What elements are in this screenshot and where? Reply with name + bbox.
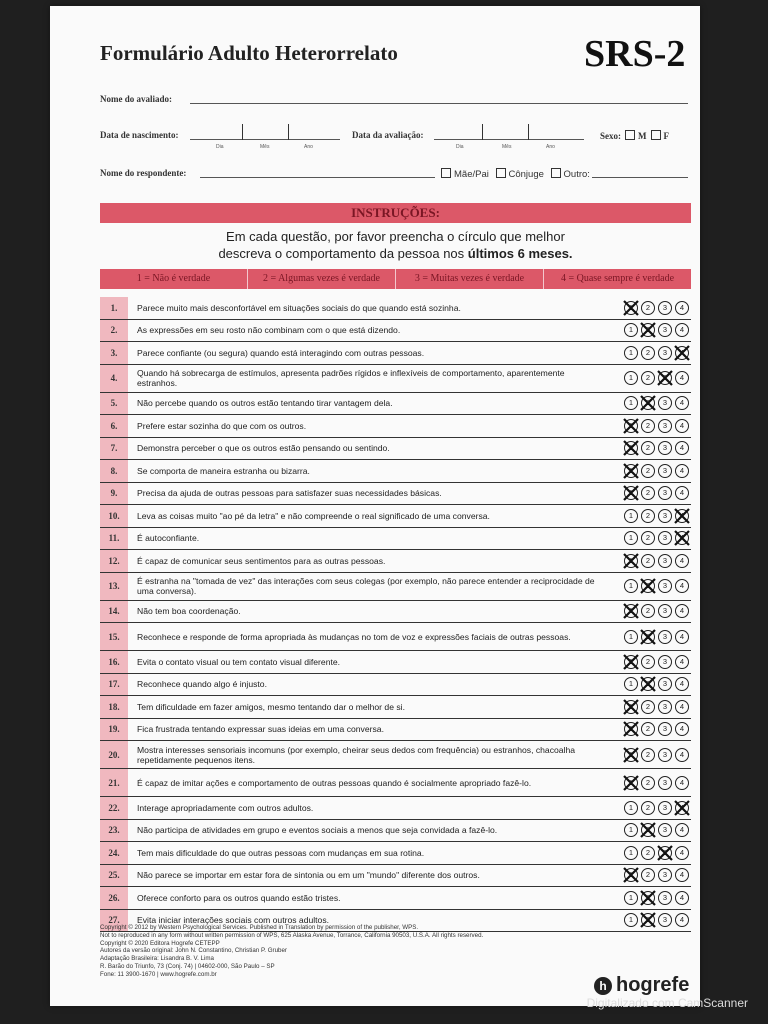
footer-line: R. Barão do Triunfo, 73 (Conj. 74) | 04602-000, São Paulo – SP bbox=[100, 962, 275, 970]
answer-option-4[interactable]: 4 bbox=[675, 913, 689, 927]
answer-option-4[interactable]: 4 bbox=[675, 677, 689, 691]
answer-option-3[interactable]: 3 bbox=[658, 722, 672, 736]
answer-option-2[interactable]: 2 bbox=[641, 464, 655, 478]
question-row bbox=[100, 550, 691, 573]
hogrefe-logo bbox=[594, 974, 689, 997]
question-number: 10. bbox=[100, 505, 128, 527]
name-line[interactable] bbox=[190, 103, 688, 104]
day-caption: Dia bbox=[456, 144, 464, 150]
question-number: 4. bbox=[100, 365, 128, 392]
answer-option-1[interactable]: 1 bbox=[624, 579, 638, 593]
question-text: Prefere estar sozinha do que com os outros. bbox=[137, 420, 307, 431]
cross-mark-icon bbox=[622, 866, 640, 884]
scale-3: 3 = Muitas vezes é verdade bbox=[396, 269, 544, 289]
answer-option-2[interactable]: 2 bbox=[641, 486, 655, 500]
footer-line: Adaptação Brasileira: Lisandra B. V. Lima bbox=[100, 955, 214, 963]
answer-option-4[interactable]: 4 bbox=[675, 630, 689, 644]
answer-option-2[interactable]: 2 bbox=[641, 801, 655, 815]
birth-date-line[interactable] bbox=[190, 139, 340, 140]
answer-options bbox=[624, 887, 689, 909]
question-row bbox=[100, 887, 691, 910]
answer-options bbox=[624, 297, 689, 319]
question-text: É capaz de imitar ações e comportamento de outras pessoas quando é socialmente apropriado fazê-lo. bbox=[137, 777, 532, 788]
answer-option-3[interactable]: 3 bbox=[658, 301, 672, 315]
answer-option-1[interactable]: 1 bbox=[624, 891, 638, 905]
answer-option-4[interactable]: 4 bbox=[675, 801, 689, 815]
question-row bbox=[100, 365, 691, 393]
question-list bbox=[100, 297, 691, 932]
answer-options bbox=[624, 797, 689, 819]
question-number: 9. bbox=[100, 483, 128, 505]
question-row bbox=[100, 865, 691, 888]
cross-mark-icon bbox=[622, 417, 640, 435]
answer-option-2[interactable]: 2 bbox=[641, 419, 655, 433]
answer-option-3[interactable]: 3 bbox=[658, 823, 672, 837]
question-row bbox=[100, 573, 691, 601]
question-text: Demonstra perceber o que os outros estão pensando ou sentindo. bbox=[137, 443, 390, 454]
answer-option-4[interactable]: 4 bbox=[675, 441, 689, 455]
cross-mark-icon bbox=[639, 821, 657, 839]
sex-m-label: M bbox=[638, 131, 647, 141]
question-text: Evita iniciar interações sociais com outros adultos. bbox=[137, 915, 330, 926]
birth-label: Data de nascimento: bbox=[100, 130, 179, 140]
cross-mark-icon bbox=[622, 484, 640, 502]
cross-mark-icon bbox=[622, 602, 640, 620]
answer-options bbox=[624, 573, 689, 600]
answer-option-2[interactable]: 2 bbox=[641, 700, 655, 714]
question-text: Parece muito mais desconfortável em situações sociais do que quando está sozinha. bbox=[137, 302, 461, 313]
question-number: 17. bbox=[100, 674, 128, 696]
question-number: 23. bbox=[100, 820, 128, 842]
question-text: Fica frustrada tentando expressar suas ideias em uma conversa. bbox=[137, 724, 384, 735]
question-text: Evita o contato visual ou tem contato visual diferente. bbox=[137, 656, 341, 667]
question-number: 13. bbox=[100, 573, 128, 600]
answer-options bbox=[624, 719, 689, 741]
answer-option-2[interactable]: 2 bbox=[641, 441, 655, 455]
answer-option-1[interactable]: 1 bbox=[624, 722, 638, 736]
form-sheet bbox=[50, 6, 700, 1006]
answer-option-1[interactable]: 1 bbox=[624, 554, 638, 568]
cross-mark-icon bbox=[656, 844, 674, 862]
question-row bbox=[100, 601, 691, 624]
footer-line: Copyright © 2012 by Western Psychological Services. Published in Translation by permission of the publisher, WPS. bbox=[100, 924, 419, 931]
answer-option-4[interactable]: 4 bbox=[675, 722, 689, 736]
question-text: Tem dificuldade em fazer amigos, mesmo tentando dar o melhor de si. bbox=[137, 701, 405, 712]
form-code: SRS-2 bbox=[584, 33, 686, 75]
answer-option-2[interactable]: 2 bbox=[641, 891, 655, 905]
question-text: Se comporta de maneira estranha ou bizarra. bbox=[137, 465, 310, 476]
answer-options bbox=[624, 910, 689, 932]
answer-options bbox=[624, 483, 689, 505]
cross-mark-icon bbox=[622, 462, 640, 480]
cross-mark-icon bbox=[673, 799, 691, 817]
cross-mark-icon bbox=[622, 698, 640, 716]
answer-option-2[interactable]: 2 bbox=[641, 554, 655, 568]
answer-option-3[interactable]: 3 bbox=[658, 655, 672, 669]
question-number: 25. bbox=[100, 865, 128, 887]
answer-option-4[interactable]: 4 bbox=[675, 554, 689, 568]
answer-option-1[interactable]: 1 bbox=[624, 301, 638, 315]
answer-option-3[interactable]: 3 bbox=[658, 579, 672, 593]
question-text: Reconhece quando algo é injusto. bbox=[137, 679, 267, 690]
answer-option-4[interactable]: 4 bbox=[675, 301, 689, 315]
answer-option-1[interactable]: 1 bbox=[624, 846, 638, 860]
answer-option-1[interactable]: 1 bbox=[624, 346, 638, 360]
answer-option-1[interactable]: 1 bbox=[624, 801, 638, 815]
other-label: Outro: bbox=[563, 169, 590, 180]
answer-options bbox=[624, 460, 689, 482]
answer-option-4[interactable]: 4 bbox=[675, 396, 689, 410]
divider bbox=[288, 124, 289, 140]
question-text: Reconhece e responde de forma apropriada às mudanças no tom de voz e expressões faciais de outras pessoas. bbox=[137, 631, 571, 642]
answer-options bbox=[624, 651, 689, 673]
question-row bbox=[100, 719, 691, 742]
question-row bbox=[100, 415, 691, 438]
question-row bbox=[100, 438, 691, 461]
cross-mark-icon bbox=[673, 507, 691, 525]
instructions-line-2 bbox=[100, 245, 691, 262]
question-number: 18. bbox=[100, 696, 128, 718]
answer-option-1[interactable]: 1 bbox=[624, 371, 638, 385]
answer-options bbox=[624, 769, 689, 796]
instructions-text bbox=[100, 228, 691, 262]
instructions-emphasis: últimos 6 meses. bbox=[467, 246, 573, 261]
answer-option-3[interactable]: 3 bbox=[658, 419, 672, 433]
cross-mark-icon bbox=[639, 577, 657, 595]
instructions-heading: INSTRUÇÕES: bbox=[100, 203, 691, 223]
answer-option-4[interactable]: 4 bbox=[675, 579, 689, 593]
answer-option-4[interactable]: 4 bbox=[675, 776, 689, 790]
sex-field bbox=[600, 130, 669, 141]
answer-option-3[interactable]: 3 bbox=[658, 748, 672, 762]
answer-option-2[interactable]: 2 bbox=[641, 655, 655, 669]
scale-4: 4 = Quase sempre é verdade bbox=[560, 273, 675, 284]
answer-option-3[interactable]: 3 bbox=[658, 846, 672, 860]
question-row bbox=[100, 769, 691, 797]
divider bbox=[242, 124, 243, 140]
answer-option-2[interactable]: 2 bbox=[641, 531, 655, 545]
instructions-line-2-text: descreva o comportamento da pessoa nos bbox=[218, 246, 468, 261]
answer-option-2[interactable]: 2 bbox=[641, 509, 655, 523]
question-number: 24. bbox=[100, 842, 128, 864]
answer-option-3[interactable]: 3 bbox=[658, 868, 672, 882]
cross-mark-icon bbox=[622, 439, 640, 457]
cross-mark-icon bbox=[656, 369, 674, 387]
question-number: 3. bbox=[100, 342, 128, 364]
answer-option-4[interactable]: 4 bbox=[675, 486, 689, 500]
answer-option-2[interactable]: 2 bbox=[641, 846, 655, 860]
question-row bbox=[100, 483, 691, 506]
answer-option-2[interactable]: 2 bbox=[641, 722, 655, 736]
question-text: Parece confiante (ou segura) quando está interagindo com outras pessoas. bbox=[137, 347, 425, 358]
answer-options bbox=[624, 320, 689, 342]
answer-option-4[interactable]: 4 bbox=[675, 700, 689, 714]
answer-option-3[interactable]: 3 bbox=[658, 801, 672, 815]
answer-option-1[interactable]: 1 bbox=[624, 913, 638, 927]
answer-option-1[interactable]: 1 bbox=[624, 509, 638, 523]
question-number: 14. bbox=[100, 601, 128, 623]
question-number: 20. bbox=[100, 741, 128, 768]
answer-option-2[interactable]: 2 bbox=[641, 776, 655, 790]
answer-options bbox=[624, 674, 689, 696]
answer-option-1[interactable]: 1 bbox=[624, 464, 638, 478]
question-text: É capaz de comunicar seus sentimentos para as outras pessoas. bbox=[137, 555, 386, 566]
answer-options bbox=[624, 741, 689, 768]
rating-scale bbox=[100, 269, 691, 289]
answer-option-1[interactable]: 1 bbox=[624, 823, 638, 837]
answer-option-1[interactable]: 1 bbox=[624, 776, 638, 790]
parent-label: Mãe/Pai bbox=[454, 169, 489, 180]
answer-options bbox=[624, 623, 689, 650]
question-row bbox=[100, 297, 691, 320]
answer-options bbox=[624, 505, 689, 527]
month-caption: Mês bbox=[502, 144, 512, 150]
question-row bbox=[100, 505, 691, 528]
answer-option-2[interactable]: 2 bbox=[641, 868, 655, 882]
answer-option-3[interactable]: 3 bbox=[658, 700, 672, 714]
question-row bbox=[100, 696, 691, 719]
question-number: 8. bbox=[100, 460, 128, 482]
sex-f-label: F bbox=[663, 131, 669, 141]
answer-option-4[interactable]: 4 bbox=[675, 323, 689, 337]
answer-options bbox=[624, 438, 689, 460]
answer-option-4[interactable]: 4 bbox=[675, 748, 689, 762]
answer-options bbox=[624, 820, 689, 842]
question-row bbox=[100, 820, 691, 843]
answer-option-3[interactable]: 3 bbox=[658, 677, 672, 691]
question-row bbox=[100, 342, 691, 365]
question-text: Mostra interesses sensoriais incomuns (por exemplo, cheirar seus dedos com frequência) ou estranhos, chacoalha repetidamente pequenos itens. bbox=[137, 744, 576, 765]
answer-option-4[interactable]: 4 bbox=[675, 891, 689, 905]
month-caption: Mês bbox=[260, 144, 270, 150]
answer-options bbox=[624, 696, 689, 718]
year-caption: Ano bbox=[304, 144, 313, 150]
question-text: Não tem boa coordenação. bbox=[137, 606, 241, 617]
answer-option-1[interactable]: 1 bbox=[624, 419, 638, 433]
answer-option-1[interactable]: 1 bbox=[624, 655, 638, 669]
question-row bbox=[100, 674, 691, 697]
question-number: 5. bbox=[100, 393, 128, 415]
answer-option-4[interactable]: 4 bbox=[675, 419, 689, 433]
footer-line: Not to reproduced in any form without written permission of WPS, 625 Alaska Avenue, Torrance, California 90503, U.S.A. All rights reserved. bbox=[100, 931, 484, 939]
answer-options bbox=[624, 528, 689, 550]
divider bbox=[528, 124, 529, 140]
question-text: Não participa de atividades em grupo e eventos sociais a menos que seja convidada a fazê-lo. bbox=[137, 825, 498, 836]
sex-m-checkbox[interactable] bbox=[625, 130, 635, 140]
answer-option-3[interactable]: 3 bbox=[658, 776, 672, 790]
hogrefe-logo-text: hogrefe bbox=[616, 974, 690, 996]
answer-option-4[interactable]: 4 bbox=[675, 604, 689, 618]
cross-mark-icon bbox=[673, 344, 691, 362]
year-caption: Ano bbox=[546, 144, 555, 150]
answer-option-1[interactable]: 1 bbox=[624, 486, 638, 500]
question-number: 27. bbox=[100, 910, 128, 932]
answer-options bbox=[624, 865, 689, 887]
hogrefe-logo-icon: h bbox=[594, 977, 612, 995]
question-text: Oferece conforto para os outros quando estão tristes. bbox=[137, 892, 341, 903]
answer-options bbox=[624, 365, 689, 392]
question-number: 21. bbox=[100, 769, 128, 796]
respondent-label: Nome do respondente: bbox=[100, 168, 187, 178]
answer-option-1[interactable]: 1 bbox=[624, 604, 638, 618]
answer-option-3[interactable]: 3 bbox=[658, 554, 672, 568]
answer-option-1[interactable]: 1 bbox=[624, 700, 638, 714]
cross-mark-icon bbox=[622, 552, 640, 570]
answer-option-3[interactable]: 3 bbox=[658, 531, 672, 545]
answer-option-1[interactable]: 1 bbox=[624, 868, 638, 882]
answer-options bbox=[624, 415, 689, 437]
answer-option-3[interactable]: 3 bbox=[658, 604, 672, 618]
answer-option-4[interactable]: 4 bbox=[675, 846, 689, 860]
question-text: Tem mais dificuldade do que outras pessoas com mudanças em sua rotina. bbox=[137, 847, 425, 858]
answer-option-4[interactable]: 4 bbox=[675, 868, 689, 882]
cross-mark-icon bbox=[639, 321, 657, 339]
cross-mark-icon bbox=[622, 774, 640, 792]
cross-mark-icon bbox=[639, 675, 657, 693]
question-number: 19. bbox=[100, 719, 128, 741]
scale-1: 1 = Não é verdade bbox=[100, 269, 248, 289]
answer-option-1[interactable]: 1 bbox=[624, 677, 638, 691]
answer-option-4[interactable]: 4 bbox=[675, 464, 689, 478]
camscanner-watermark: Digitalizado com CamScanner bbox=[586, 996, 748, 1010]
question-number: 6. bbox=[100, 415, 128, 437]
question-text: Precisa da ajuda de outras pessoas para satisfazer suas necessidades básicas. bbox=[137, 488, 442, 499]
footer-line: Copyright © 2020 Editora Hogrefe CETEPP bbox=[100, 939, 220, 947]
answer-option-1[interactable]: 1 bbox=[624, 630, 638, 644]
answer-option-4[interactable]: 4 bbox=[675, 346, 689, 360]
question-number: 26. bbox=[100, 887, 128, 909]
answer-option-2[interactable]: 2 bbox=[641, 604, 655, 618]
answer-option-4[interactable]: 4 bbox=[675, 823, 689, 837]
answer-option-3[interactable]: 3 bbox=[658, 509, 672, 523]
answer-option-3[interactable]: 3 bbox=[658, 630, 672, 644]
answer-option-2[interactable]: 2 bbox=[641, 913, 655, 927]
question-row bbox=[100, 623, 691, 651]
scale-2: 2 = Algumas vezes é verdade bbox=[248, 269, 396, 289]
answer-option-4[interactable]: 4 bbox=[675, 531, 689, 545]
cross-mark-icon bbox=[639, 911, 657, 929]
instructions-line-1: Em cada questão, por favor preencha o círculo que melhor bbox=[226, 229, 565, 244]
answer-option-3[interactable]: 3 bbox=[658, 441, 672, 455]
spouse-checkbox[interactable] bbox=[496, 168, 506, 178]
question-text: Interage apropriadamente com outros adultos. bbox=[137, 802, 314, 813]
question-row bbox=[100, 528, 691, 551]
cross-mark-icon bbox=[622, 720, 640, 738]
footer-line: Autores da versão original: John N. Constantino, Christian P. Gruber bbox=[100, 947, 287, 955]
answer-option-3[interactable]: 3 bbox=[658, 371, 672, 385]
answer-options bbox=[624, 550, 689, 572]
question-number: 15. bbox=[100, 623, 128, 650]
footer-line: Fone: 11 3900-1670 | www.hogrefe.com.br bbox=[100, 970, 217, 978]
answer-option-2[interactable]: 2 bbox=[641, 579, 655, 593]
answer-option-3[interactable]: 3 bbox=[658, 323, 672, 337]
answer-option-1[interactable]: 1 bbox=[624, 441, 638, 455]
cross-mark-icon bbox=[622, 653, 640, 671]
answer-option-2[interactable]: 2 bbox=[641, 301, 655, 315]
parent-checkbox[interactable] bbox=[441, 168, 451, 178]
answer-option-3[interactable]: 3 bbox=[658, 913, 672, 927]
cross-mark-icon bbox=[622, 299, 640, 317]
question-number: 2. bbox=[100, 320, 128, 342]
name-label: Nome do avaliado: bbox=[100, 94, 172, 104]
question-row bbox=[100, 320, 691, 343]
sex-label: Sexo: bbox=[600, 131, 621, 141]
question-text: As expressões em seu rosto não combinam com o que está dizendo. bbox=[137, 325, 401, 336]
answer-option-2[interactable]: 2 bbox=[641, 396, 655, 410]
answer-option-3[interactable]: 3 bbox=[658, 346, 672, 360]
day-caption: Dia bbox=[216, 144, 224, 150]
cross-mark-icon bbox=[639, 628, 657, 646]
cross-mark-icon bbox=[639, 889, 657, 907]
question-number: 16. bbox=[100, 651, 128, 673]
answer-options bbox=[624, 393, 689, 415]
question-row bbox=[100, 460, 691, 483]
question-text: É autoconfiante. bbox=[137, 533, 200, 544]
question-row bbox=[100, 797, 691, 820]
answer-option-2[interactable]: 2 bbox=[641, 630, 655, 644]
answer-option-2[interactable]: 2 bbox=[641, 823, 655, 837]
question-row bbox=[100, 741, 691, 769]
cross-mark-icon bbox=[639, 394, 657, 412]
other-checkbox[interactable] bbox=[551, 168, 561, 178]
question-text: É estranha na "tomada de vez" das interações com seus colegas (por exemplo, não parece entender a reciprocidade de uma conversa). bbox=[137, 576, 595, 596]
answer-option-2[interactable]: 2 bbox=[641, 371, 655, 385]
eval-date-label: Data da avaliação: bbox=[352, 130, 424, 140]
answer-option-1[interactable]: 1 bbox=[624, 323, 638, 337]
answer-option-4[interactable]: 4 bbox=[675, 371, 689, 385]
answer-option-1[interactable]: 1 bbox=[624, 531, 638, 545]
question-row bbox=[100, 393, 691, 416]
question-text: Não percebe quando os outros estão tentando tirar vantagem dela. bbox=[137, 398, 393, 409]
answer-options bbox=[624, 842, 689, 864]
answer-option-2[interactable]: 2 bbox=[641, 677, 655, 691]
answer-option-3[interactable]: 3 bbox=[658, 891, 672, 905]
question-number: 1. bbox=[100, 297, 128, 319]
question-row bbox=[100, 651, 691, 674]
answer-option-2[interactable]: 2 bbox=[641, 346, 655, 360]
cross-mark-icon bbox=[622, 746, 640, 764]
answer-option-1[interactable]: 1 bbox=[624, 748, 638, 762]
question-number: 22. bbox=[100, 797, 128, 819]
sex-f-checkbox[interactable] bbox=[651, 130, 661, 140]
answer-option-4[interactable]: 4 bbox=[675, 655, 689, 669]
answer-option-2[interactable]: 2 bbox=[641, 748, 655, 762]
answer-option-3[interactable]: 3 bbox=[658, 396, 672, 410]
answer-option-3[interactable]: 3 bbox=[658, 464, 672, 478]
relationship-options bbox=[435, 168, 592, 180]
answer-option-3[interactable]: 3 bbox=[658, 486, 672, 500]
question-text: Quando há sobrecarga de estímulos, apresenta padrões rígidos e inflexíveis de comportamento, aparentemente estranhos. bbox=[137, 368, 565, 388]
answer-options bbox=[624, 342, 689, 364]
question-number: 7. bbox=[100, 438, 128, 460]
question-text: Não parece se importar em estar fora de sintonia ou em um "mundo" diferente dos outros. bbox=[137, 870, 480, 881]
answer-option-2[interactable]: 2 bbox=[641, 323, 655, 337]
copyright-footer bbox=[100, 924, 483, 979]
eval-date-line[interactable] bbox=[434, 139, 584, 140]
answer-options bbox=[624, 601, 689, 623]
answer-option-1[interactable]: 1 bbox=[624, 396, 638, 410]
divider bbox=[482, 124, 483, 140]
cross-mark-icon bbox=[673, 529, 691, 547]
question-text: Leva as coisas muito "ao pé da letra" e não compreende o real significado de uma conversa. bbox=[137, 510, 490, 521]
question-number: 12. bbox=[100, 550, 128, 572]
question-row bbox=[100, 842, 691, 865]
spouse-label: Cônjuge bbox=[508, 169, 544, 180]
question-number: 11. bbox=[100, 528, 128, 550]
form-title: Formulário Adulto Heterorrelato bbox=[100, 41, 398, 65]
answer-option-4[interactable]: 4 bbox=[675, 509, 689, 523]
